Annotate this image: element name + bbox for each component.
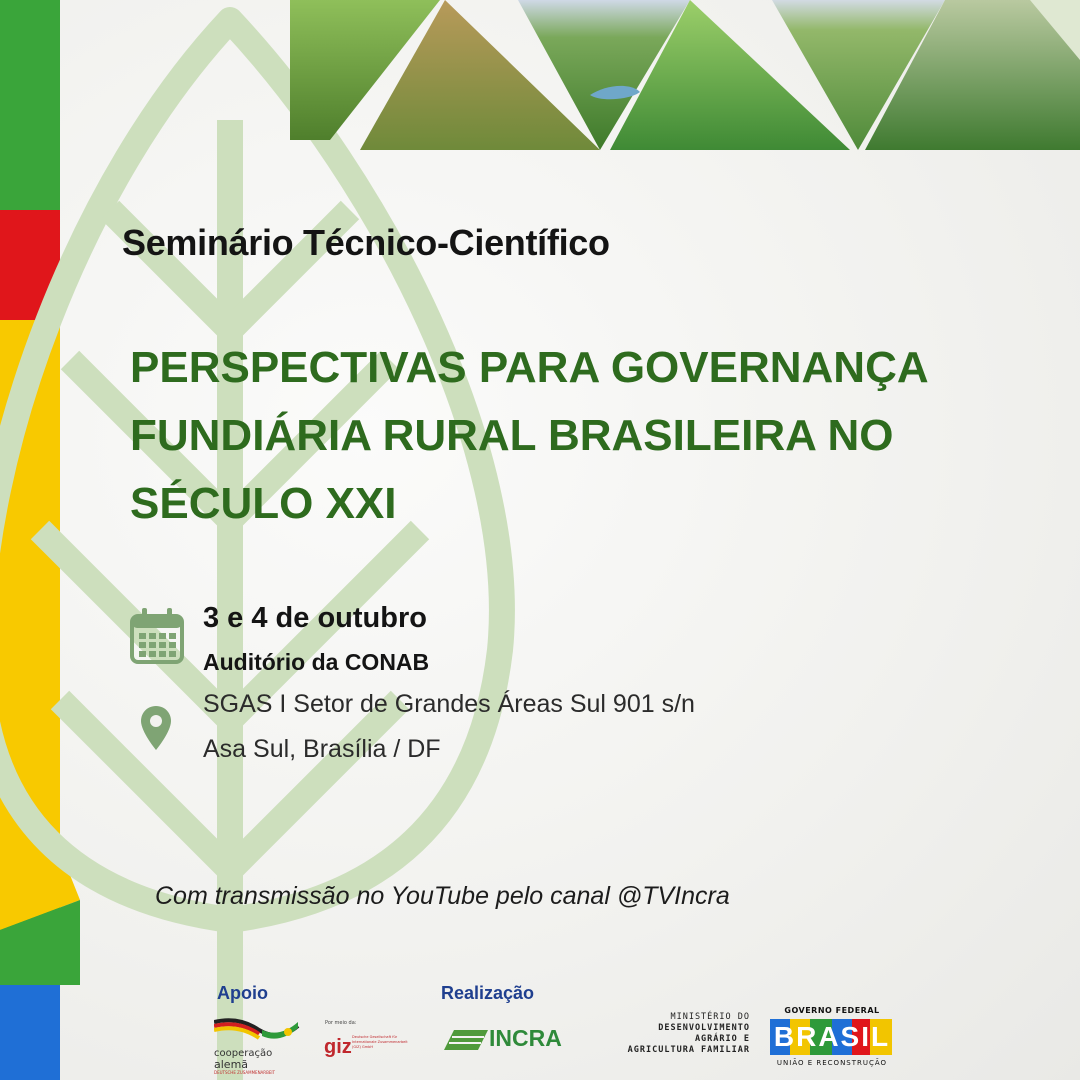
ministerio-logo <box>600 1012 750 1056</box>
support-label: Apoio <box>217 983 268 1003</box>
ministerio-line-3: AGRÁRIO E <box>694 1034 750 1044</box>
alema-text: alemã <box>214 1058 249 1071</box>
ministerio-line-2: DESENVOLVIMENTO <box>658 1023 750 1033</box>
event-title <box>130 334 1030 538</box>
brasil-text: BRASIL <box>773 1021 891 1052</box>
incra-logo-icon <box>444 1028 488 1052</box>
incra-logo-text: INCRA <box>489 1025 562 1051</box>
title-line-2: FUNDIÁRIA RURAL BRASILEIRA NO <box>130 411 894 460</box>
deutsche-text: DEUTSCHE ZUSAMMENARBEIT <box>214 1070 275 1075</box>
flag-ribbon-icon <box>214 1016 304 1044</box>
event-address-line-1: SGAS I Setor de Grandes Áreas Sul 901 s/n <box>203 690 695 718</box>
event-date: 3 e 4 de outubro <box>203 602 427 634</box>
cooperacao-alema-logo <box>214 1016 304 1075</box>
governo-federal-text: GOVERNO FEDERAL <box>784 1006 880 1015</box>
event-venue: Auditório da CONAB <box>203 649 430 675</box>
uniao-reconstrucao-text: UNIÃO E RECONSTRUÇÃO <box>776 1059 888 1067</box>
governo-federal-logo <box>768 1006 896 1067</box>
realization-label: Realização <box>441 983 535 1003</box>
ministerio-line-1: MINISTÉRIO DO <box>670 1012 750 1022</box>
giz-description: Deutsche Gesellschaft für Internationale Zusammenarbeit (GIZ) GmbH <box>352 1035 408 1049</box>
ministerio-line-4: AGRICULTURA FAMILIAR <box>627 1045 750 1055</box>
map-pin-icon <box>141 706 171 752</box>
event-address-line-2: Asa Sul, Brasília / DF <box>203 735 441 763</box>
brasil-wordmark <box>768 1015 896 1059</box>
title-line-1: PERSPECTIVAS PARA GOVERNANÇA <box>130 343 929 392</box>
calendar-icon <box>130 608 184 664</box>
stream-info[interactable]: Com transmissão no YouTube pelo canal @TVIncra <box>155 882 730 910</box>
title-line-3: SÉCULO XXI <box>130 479 397 528</box>
giz-prefix: Por meio da: <box>325 1020 357 1026</box>
giz-logo: giz <box>324 1036 352 1058</box>
cooperacao-text: cooperação <box>214 1048 273 1059</box>
landscape-photos <box>0 0 1080 160</box>
event-subtitle: Seminário Técnico-Científico <box>122 222 610 263</box>
